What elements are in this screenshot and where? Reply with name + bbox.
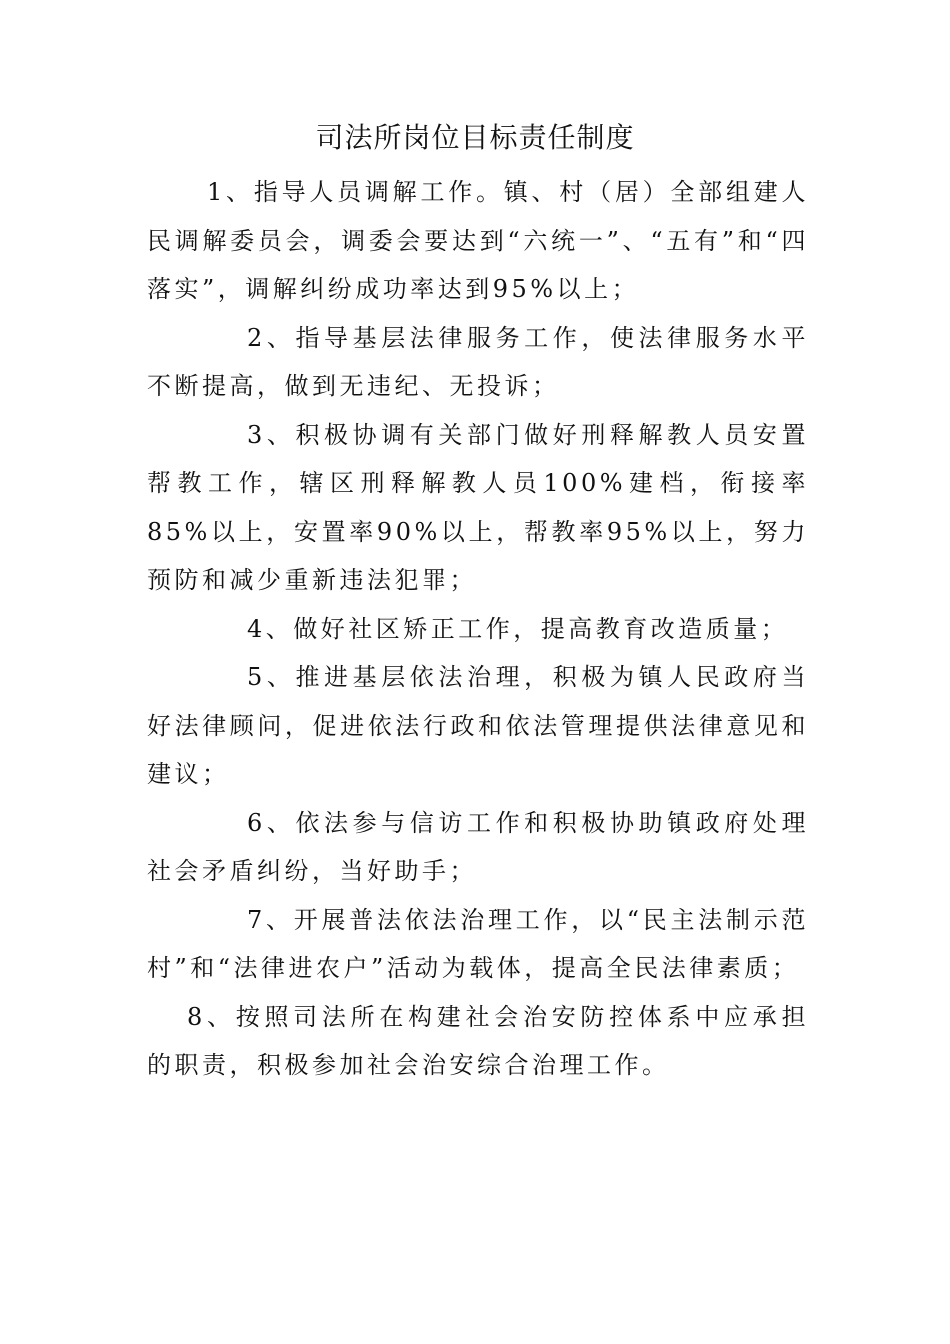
- paragraph-2: 2、指导基层法律服务工作，使法律服务水平不断提高，做到无违纪、无投诉；: [147, 323, 809, 400]
- paragraph-3: 3、积极协调有关部门做好刑释解教人员安置帮教工作，辖区刑释解教人员100%建档，衔接率85%以上，安置率90%以上，帮教率95%以上，努力预防和减少重新违法犯罪；: [147, 420, 809, 594]
- paragraph-1: 1、指导人员调解工作。镇、村（居）全部组建人民调解委员会，调委会要达到“六统一”、“五有”和“四落实”，调解纠纷成功率达到95%以上；: [147, 178, 809, 303]
- paragraph-4: 4、做好社区矫正工作，提高教育改造质量；: [247, 614, 789, 643]
- document-title: 司法所岗位目标责任制度: [315, 121, 635, 154]
- paragraph-6: 6、依法参与信访工作和积极协助镇政府处理社会矛盾纠纷，当好助手；: [147, 808, 809, 885]
- paragraph-7: 7、开展普法依法治理工作，以“民主法制示范村”和“法律进农户”活动为载体，提高全民法律素质；: [147, 905, 809, 982]
- document-body: [147, 168, 809, 1090]
- paragraph-8: 8、按照司法所在构建社会治安防控体系中应承担的职责，积极参加社会治安综合治理工作。: [147, 1002, 809, 1079]
- paragraph-5: 5、推进基层依法治理，积极为镇人民政府当好法律顾问，促进依法行政和依法管理提供法律意见和建议；: [147, 663, 809, 788]
